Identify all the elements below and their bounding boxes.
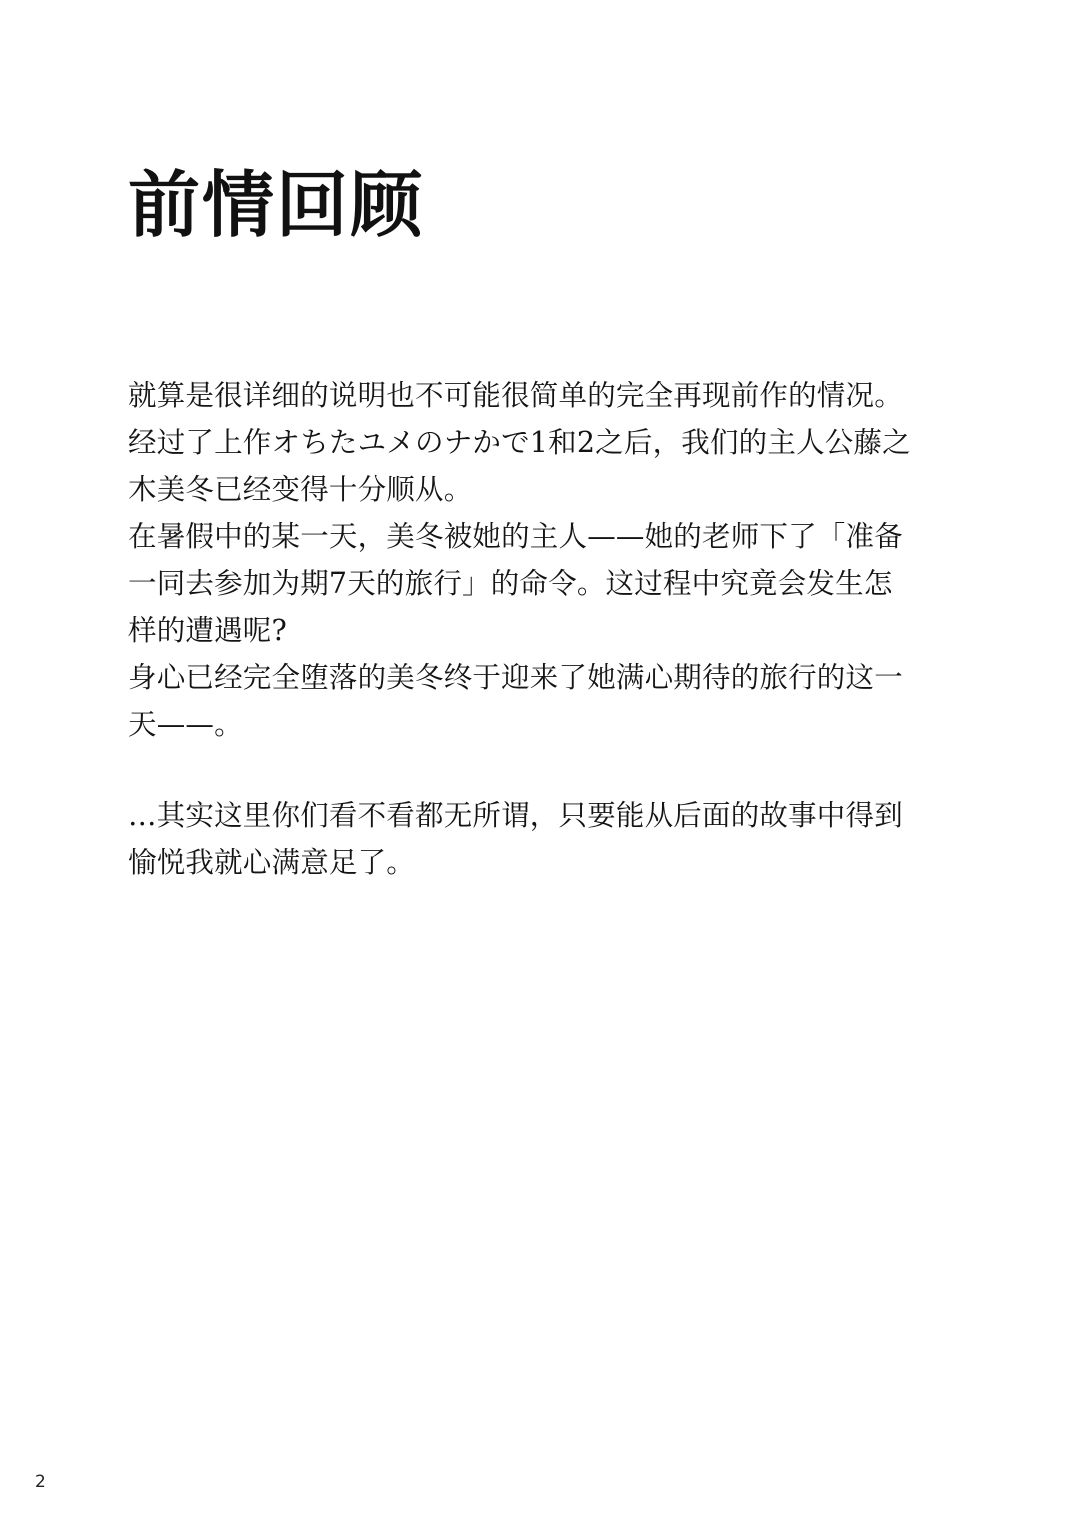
page-title: 前情回顾 <box>128 163 425 248</box>
paragraph: 就算是很详细的说明也不可能很简单的完全再现前作的情况。经过了上作オちたユメのナかで1和2之后，我们的主人公藤之木美冬已经变得十分顺从。 <box>128 379 911 506</box>
paragraph: 身心已经完全堕落的美冬终于迎来了她满心期待的旅行的这一天——。 <box>128 661 903 741</box>
paragraph: …其实这里你们看不看都无所谓，只要能从后面的故事中得到愉悦我就心满意足了。 <box>128 799 903 879</box>
body-text <box>128 372 918 886</box>
page-number: 2 <box>35 1472 46 1492</box>
paragraph: 在暑假中的某一天，美冬被她的主人——她的老师下了「准备一同去参加为期7天的旅行」的命令。这过程中究竟会发生怎样的遭遇呢? <box>128 520 903 647</box>
